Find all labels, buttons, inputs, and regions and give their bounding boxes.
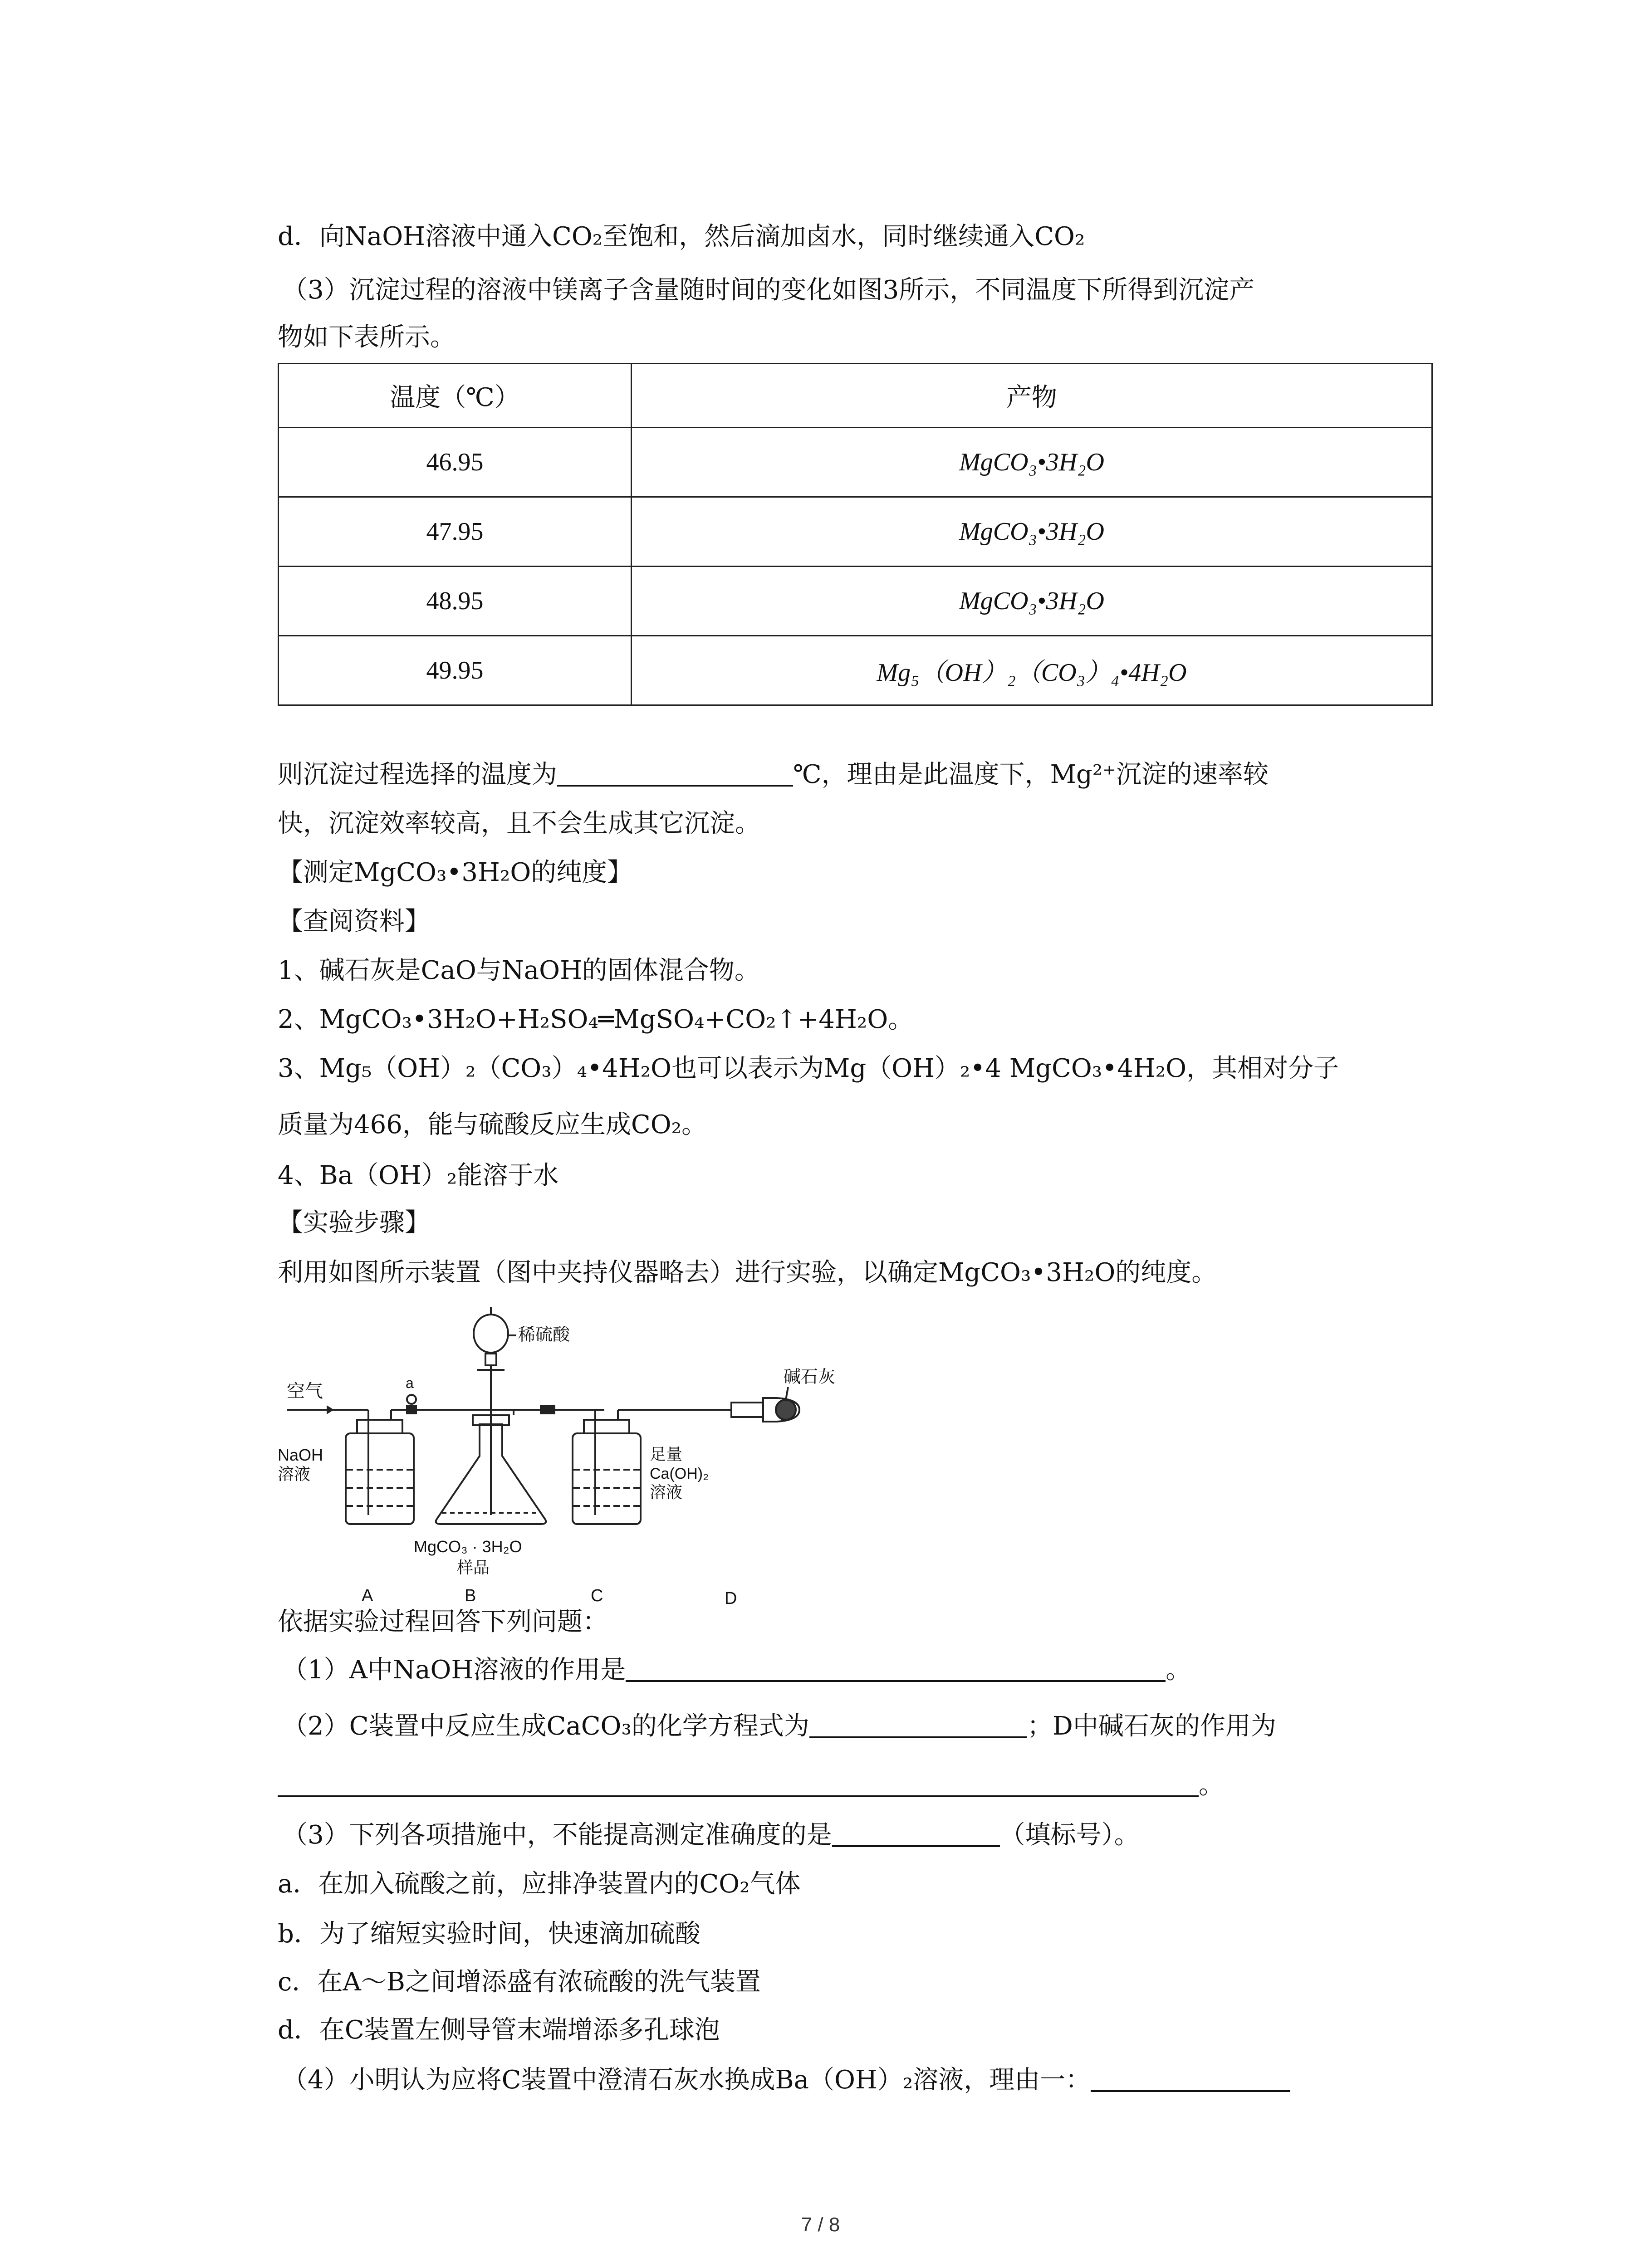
table-row <box>279 567 1432 636</box>
section-title-reference: 【查阅资料】 <box>278 907 430 936</box>
naoh-label: NaOH <box>278 1446 323 1464</box>
question-1-text: （1）A中NaOH溶液的作用是 <box>282 1655 626 1685</box>
option-c: c．在A～B之间增添盛有浓硫酸的洗气装置 <box>278 1967 761 1997</box>
option-b: b．为了缩短实验时间，快速滴加硫酸 <box>278 1919 700 1949</box>
question-2-cont <box>278 1769 1224 1802</box>
answer-blank-q1[interactable] <box>626 1655 1166 1682</box>
table-row <box>279 636 1432 705</box>
table-header-row <box>279 364 1432 428</box>
answer-blank-q2-sodalime[interactable] <box>278 1770 1199 1797</box>
question-1-end: 。 <box>1166 1655 1191 1685</box>
answer-blank-temperature[interactable] <box>557 759 793 787</box>
question-1 <box>282 1654 1191 1686</box>
label-a: A <box>362 1586 373 1605</box>
option-a: a．在加入硫酸之前，应排净装置内的CO₂气体 <box>278 1869 801 1899</box>
table-cell-product: MgCO₃•3H₂O <box>632 567 1432 636</box>
reference-item-2: 2、MgCO₃•3H₂O+H₂SO₄═MgSO₄+CO₂↑+4H₂O。 <box>278 1005 914 1034</box>
apparatus-diagram <box>278 1306 840 1606</box>
page-number: 7 / 8 <box>801 2214 840 2236</box>
table-row <box>279 497 1432 567</box>
sample-label: MgCO₃ · 3H₂O <box>414 1537 522 1556</box>
table-header-temperature: 温度（℃） <box>279 364 632 428</box>
table-row <box>279 428 1432 497</box>
question-2-end: 。 <box>1199 1770 1224 1800</box>
question-temperature <box>278 758 1269 791</box>
bottle-a <box>332 1410 514 1524</box>
question-2-text: （2）C装置中反应生成CaCO₃的化学方程式为 <box>282 1711 809 1741</box>
question-2-text-2: ；D中碱石灰的作用为 <box>1027 1711 1276 1741</box>
tube-clamp <box>541 1406 554 1413</box>
valve-label: a <box>406 1375 414 1391</box>
sodalime-label: 碱石灰 <box>784 1368 836 1387</box>
steps-description: 利用如图所示装置（图中夹持仪器略去）进行实验，以确定MgCO₃•3H₂O的纯度。 <box>278 1258 1217 1287</box>
air-label: 空气 <box>287 1381 323 1401</box>
question-4-text: （4）小明认为应将C装置中澄清石灰水换成Ba（OH）₂溶液，理由一： <box>282 2065 1091 2095</box>
table-cell-temperature: 49.95 <box>279 636 632 705</box>
question-temperature-cont: 快，沉淀效率较高，且不会生成其它沉淀。 <box>278 809 760 838</box>
question-3-stem-cont: 物如下表所示。 <box>278 323 456 352</box>
answer-blank-q2-equation[interactable] <box>809 1711 1027 1738</box>
caoh-label: Ca(OH)₂ <box>650 1465 709 1482</box>
caoh-label-2: 溶液 <box>650 1483 683 1501</box>
answer-blank-q3[interactable] <box>832 1820 1000 1847</box>
excess-label: 足量 <box>650 1445 683 1463</box>
table-header-product: 产物 <box>632 364 1432 428</box>
label-c: C <box>591 1586 603 1605</box>
question-temperature-text-2: ℃，理由是此温度下，Mg²⁺沉淀的速率较 <box>793 760 1269 789</box>
label-b: B <box>465 1586 476 1605</box>
table-cell-product: MgCO₃•3H₂O <box>632 497 1432 567</box>
question-3-stem: （3）沉淀过程的溶液中镁离子含量随时间的变化如图3所示，不同温度下所得到沉淀产 <box>282 275 1255 305</box>
label-d: D <box>725 1589 737 1606</box>
valve-icon <box>407 1395 416 1404</box>
questions-intro: 依据实验过程回答下列问题： <box>278 1607 608 1637</box>
section-title-purity: 【测定MgCO₃•3H₂O的纯度】 <box>278 858 633 887</box>
question-2 <box>282 1710 1276 1743</box>
acid-label: 稀硫酸 <box>518 1325 570 1344</box>
valve-clamp <box>407 1406 416 1413</box>
table-cell-product: Mg₅（OH）₂（CO₃）₄•4H₂O <box>632 636 1432 705</box>
answer-blank-q4[interactable] <box>1091 2065 1290 2092</box>
naoh-label-2: 溶液 <box>278 1465 311 1483</box>
text-option-d: d．向NaOH溶液中通入CO₂至饱和，然后滴加卤水，同时继续通入CO₂ <box>278 222 1085 251</box>
table-cell-temperature: 46.95 <box>279 428 632 497</box>
question-3-text-2: （填标号）。 <box>999 1820 1140 1850</box>
reference-item-4: 4、Ba（OH）₂能溶于水 <box>278 1161 559 1190</box>
sodalime-leader <box>786 1387 788 1400</box>
reference-item-3-cont: 质量为466，能与硫酸反应生成CO₂。 <box>278 1110 707 1139</box>
option-d: d．在C装置左侧导管末端增添多孔球泡 <box>278 2015 720 2045</box>
question-4 <box>282 2064 1290 2097</box>
precipitate-table <box>278 363 1433 706</box>
question-temperature-text: 则沉淀过程选择的温度为 <box>278 760 557 789</box>
reference-item-3: 3、Mg₅（OH）₂（CO₃）₄•4H₂O也可以表示为Mg（OH）₂•4 MgCO₃•4H₂O，其相对分子 <box>278 1054 1339 1083</box>
table-cell-temperature: 48.95 <box>279 567 632 636</box>
table-cell-product: MgCO₃•3H₂O <box>632 428 1432 497</box>
drying-tube-d <box>731 1398 799 1422</box>
question-3-text: （3）下列各项措施中，不能提高测定准确度的是 <box>282 1820 832 1850</box>
question-3 <box>282 1819 1140 1852</box>
sample-label-2: 样品 <box>457 1558 490 1577</box>
table-cell-temperature: 47.95 <box>279 497 632 567</box>
reference-item-1: 1、碱石灰是CaO与NaOH的固体混合物。 <box>278 956 760 985</box>
section-title-steps: 【实验步骤】 <box>278 1208 430 1237</box>
